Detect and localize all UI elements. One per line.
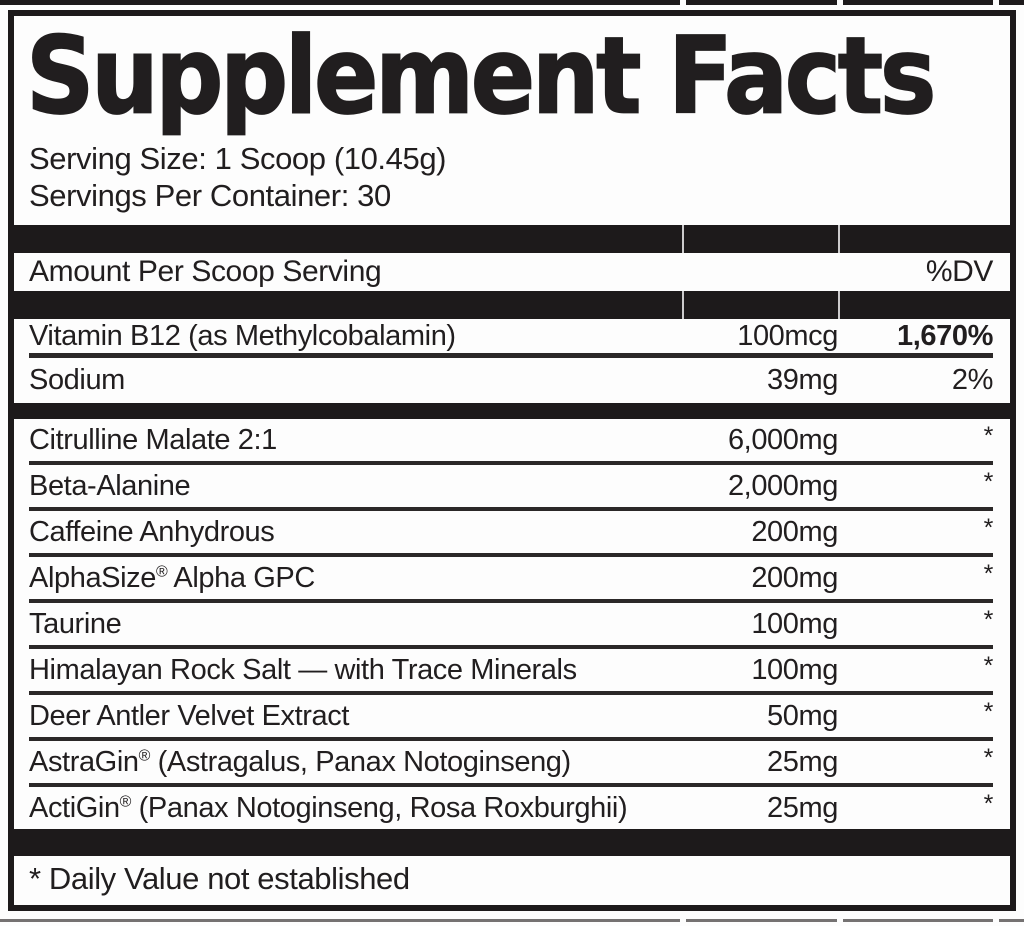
label-bottom-edge-strip: [0, 919, 1024, 922]
supplement-facts-title: Supplement Facts: [26, 15, 934, 139]
serving-info: [29, 140, 993, 214]
ingredient-amount: 6,000mg: [727, 423, 838, 456]
divider-bar: [14, 225, 1010, 253]
edge-strip-segment: [999, 0, 1024, 5]
ingredient-name: Beta-Alanine: [29, 469, 191, 502]
asterisk: *: [983, 698, 993, 726]
edge-strip-segment: [843, 0, 993, 5]
ingredient-row: [29, 649, 993, 695]
nutrient-amount: 100mcg: [737, 319, 838, 352]
column-separator: [682, 291, 684, 319]
ingredient-row: [29, 465, 993, 511]
asterisk: *: [983, 468, 993, 496]
edge-strip-segment: [0, 0, 680, 5]
daily-value-footnote: * Daily Value not established: [29, 861, 410, 896]
ingredient-amount: 50mg: [767, 699, 838, 732]
asterisk: *: [983, 560, 993, 588]
servings-per-container: Servings Per Container: 30: [29, 178, 391, 213]
asterisk: *: [983, 422, 993, 450]
percent-dv-label: %DV: [925, 255, 993, 288]
asterisk: *: [983, 790, 993, 818]
ingredient-name: AstraGin® (Astragalus, Panax Notoginseng): [29, 745, 571, 778]
edge-strip-segment: [686, 0, 837, 5]
column-separator: [838, 225, 840, 253]
label-top-edge-strip: [0, 0, 1024, 5]
nutrient-amount: 39mg: [767, 363, 838, 396]
ingredient-row: [29, 741, 993, 787]
ingredient-name: ActiGin® (Panax Notoginseng, Rosa Roxburghii): [29, 791, 628, 824]
divider-bar: [14, 403, 1010, 419]
edge-strip-segment: [843, 919, 993, 922]
ingredient-rows: [14, 419, 1010, 829]
asterisk: *: [983, 744, 993, 772]
divider-bar: [14, 291, 1010, 319]
ingredient-name: Citrulline Malate 2:1: [29, 423, 277, 456]
ingredient-name: Caffeine Anhydrous: [29, 515, 275, 548]
asterisk: *: [983, 514, 993, 542]
ingredient-row: [29, 419, 993, 465]
column-separator: [838, 291, 840, 319]
dv-value: 2%: [951, 363, 993, 396]
asterisk: *: [983, 606, 993, 634]
ingredient-row: [29, 695, 993, 741]
ingredient-amount: 100mg: [751, 653, 838, 686]
edge-strip-segment: [999, 919, 1024, 922]
ingredient-amount: 25mg: [767, 791, 838, 824]
supplement-facts-panel: [8, 10, 1016, 911]
divider-bar: [14, 829, 1010, 856]
ingredient-amount: 100mg: [751, 607, 838, 640]
ingredient-amount: 200mg: [751, 515, 838, 548]
ingredient-name: Deer Antler Velvet Extract: [29, 699, 350, 732]
ingredient-amount: 2,000mg: [727, 469, 838, 502]
columns-header: [29, 253, 993, 291]
nutrient-name: Sodium: [29, 363, 125, 396]
asterisk: *: [983, 652, 993, 680]
ingredient-row: [29, 787, 993, 829]
ingredient-row: [29, 557, 993, 603]
edge-strip-segment: [0, 919, 680, 922]
ingredient-name: AlphaSize® Alpha GPC: [29, 561, 315, 594]
ingredient-row: [29, 511, 993, 557]
ingredient-amount: 200mg: [751, 561, 838, 594]
edge-strip-segment: [686, 919, 837, 922]
ingredient-row: [29, 603, 993, 649]
nutrient-row: [29, 319, 993, 358]
nutrient-row: [29, 358, 993, 402]
serving-size: Serving Size: 1 Scoop (10.45g): [29, 141, 447, 176]
ingredient-name: Himalayan Rock Salt — with Trace Minerals: [29, 653, 577, 686]
ingredient-name: Taurine: [29, 607, 122, 640]
ingredient-amount: 25mg: [767, 745, 838, 778]
amount-per-serving-label: Amount Per Scoop Serving: [29, 255, 382, 288]
daily-value-rows: [14, 319, 1010, 402]
nutrient-name: Vitamin B12 (as Methylcobalamin): [29, 319, 456, 352]
dv-value: 1,670%: [897, 319, 993, 352]
column-separator: [682, 225, 684, 253]
